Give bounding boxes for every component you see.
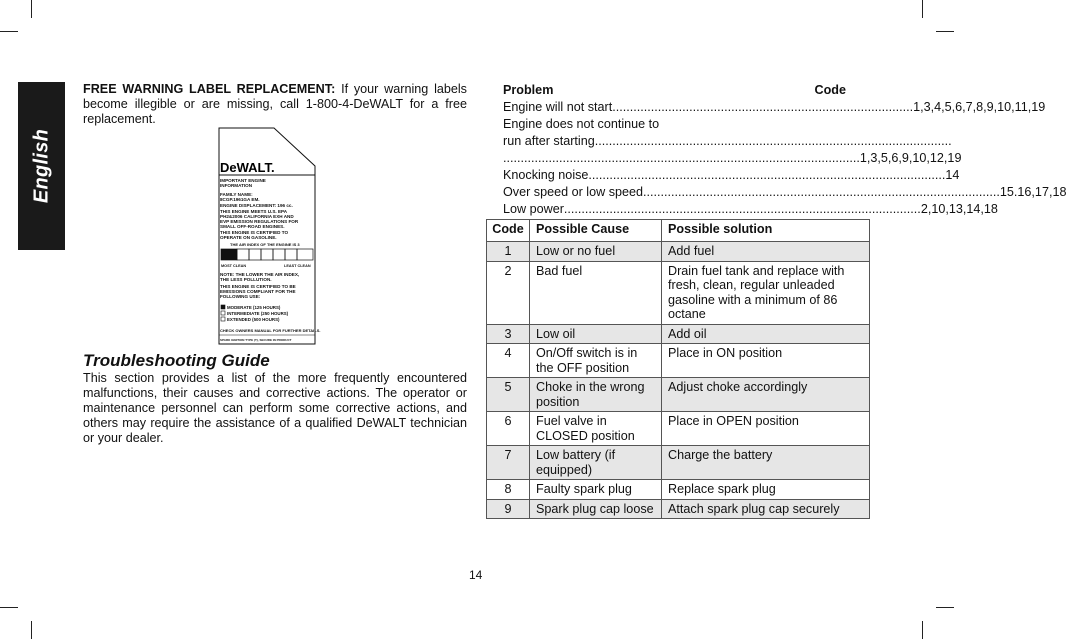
cell-solution: Add fuel — [662, 242, 870, 262]
engine-emissions-label — [216, 126, 321, 346]
troubleshooting-table — [486, 219, 870, 519]
cell-solution: Add oil — [662, 324, 870, 344]
cell-solution: Adjust choke accordingly — [662, 378, 870, 412]
column-header-cause: Possible Cause — [530, 220, 662, 242]
label-option: EXTENDED (500 HOURS) — [227, 317, 280, 322]
cell-solution: Drain fuel tank and replace with fresh, clean, regular unleaded gasoline with a minimum of 86 octane — [662, 261, 870, 324]
label-line: OPERATE ON GASOLINE. — [220, 235, 277, 240]
cell-solution: Attach spark plug cap securely — [662, 499, 870, 519]
label-line: FAMILY NAME: — [220, 192, 253, 197]
cell-cause: Low or no fuel — [530, 242, 662, 262]
cell-cause: Fuel valve in CLOSED position — [530, 412, 662, 446]
label-option: MODERATE (125 HOURS) — [227, 305, 281, 310]
cell-code: 9 — [487, 499, 530, 519]
cell-solution: Place in ON position — [662, 344, 870, 378]
problem-row: Low power ...................................................................................................... 2,10,13,14,18 — [503, 202, 998, 216]
problem-row: ...................................................................................................... 1,3,5,6,9,10,12,19 — [503, 151, 962, 165]
cell-cause: Spark plug cap loose — [530, 499, 662, 519]
table-row — [487, 412, 870, 446]
crop-mark — [936, 607, 954, 608]
crop-mark — [0, 607, 18, 608]
warning-text: If your warning labels become illegible or are missing, call 1-800-4-DeWALT for a free replacement. — [83, 82, 467, 126]
language-tab — [18, 82, 65, 250]
cell-code: 5 — [487, 378, 530, 412]
label-line: ENGINE DISPLACEMENT: 196 cc. — [220, 203, 293, 208]
crop-mark — [0, 31, 18, 32]
table-header-row — [487, 220, 870, 242]
section-title: Troubleshooting Guide — [83, 351, 270, 370]
label-line: INFORMATION — [220, 183, 253, 188]
cell-cause: Low oil — [530, 324, 662, 344]
label-line: IMPORTANT ENGINE — [220, 178, 266, 183]
label-note: FOLLOWING USE: — [220, 294, 261, 299]
label-line: EVP EMISSION REGULATIONS FOR — [220, 219, 299, 224]
label-footer-small: SPARK IGNITION TYPE (T), SECURE IN PRODUCT — [220, 338, 292, 342]
cell-code: 6 — [487, 412, 530, 446]
table-row — [487, 344, 870, 378]
cell-cause: Bad fuel — [530, 261, 662, 324]
problem-list-header — [503, 82, 846, 99]
problem-list — [503, 82, 1066, 218]
cell-code: 2 — [487, 261, 530, 324]
crop-mark — [922, 0, 923, 18]
label-line: SMALL OFF-ROAD ENGINES. — [220, 224, 285, 229]
label-scale-right: LEAST CLEAN — [284, 264, 311, 268]
cell-cause: Choke in the wrong position — [530, 378, 662, 412]
label-brand: DeWALT. — [220, 160, 275, 175]
table-row — [487, 446, 870, 480]
label-note: THE LESS POLLUTION. — [220, 277, 272, 282]
cell-cause: Faulty spark plug — [530, 480, 662, 500]
warning-heading: FREE WARNING LABEL REPLACEMENT: — [83, 82, 336, 96]
cell-cause: Low battery (if equipped) — [530, 446, 662, 480]
table-row — [487, 499, 870, 519]
problem-row: Over speed or low speed ...................................................................................................... 15.16,17,18 — [503, 185, 1066, 199]
crop-mark — [31, 621, 32, 639]
problem-header: Problem — [503, 83, 554, 97]
table-row — [487, 378, 870, 412]
table-row — [487, 480, 870, 500]
code-header: Code — [814, 83, 846, 97]
cell-code: 3 — [487, 324, 530, 344]
label-line: THIS ENGINE MEETS U.S. EPA — [220, 209, 288, 214]
problem-row: Engine will not start ...................................................................................... 1,3,4,5,6,7,8,9,10,11,19 — [503, 100, 1046, 114]
label-line: 8CGP.1961GA EM. — [220, 197, 260, 202]
problem-row: Engine does not continue to — [503, 117, 660, 131]
warning-section — [83, 82, 467, 127]
label-line: THIS ENGINE IS CERTIFIED TO — [220, 230, 289, 235]
cell-code: 4 — [487, 344, 530, 378]
intro-paragraph: This section provides a list of the more frequently encountered malfunctions, their causes and corrective actions. The operator or maintenance personnel can perform some corrective actions, and others may require the assistance of a qualified DeWALT technician or your dealer. — [83, 371, 467, 445]
label-line: THE AIR INDEX OF THE ENGINE IS 3 — [230, 242, 300, 247]
label-line: PH2&2006 CALIFORNIA EXH AND — [220, 214, 294, 219]
table-row — [487, 261, 870, 324]
crop-mark — [936, 31, 954, 32]
cell-code: 1 — [487, 242, 530, 262]
cell-code: 7 — [487, 446, 530, 480]
cell-solution: Replace spark plug — [662, 480, 870, 500]
table-row — [487, 324, 870, 344]
page-number: 14 — [469, 568, 483, 582]
label-note: EMISSIONS COMPLIANT FOR THE — [220, 289, 296, 294]
language-tab-label: English — [30, 128, 52, 204]
cell-code: 8 — [487, 480, 530, 500]
problem-row: run after starting ...................................................................................................... — [503, 134, 952, 148]
crop-mark — [922, 621, 923, 639]
crop-mark — [31, 0, 32, 18]
label-note: NOTE: THE LOWER THE AIR INDEX, — [220, 272, 300, 277]
label-scale-left: MOST CLEAN — [221, 264, 247, 268]
cell-cause: On/Off switch is in the OFF position — [530, 344, 662, 378]
column-header-code: Code — [487, 220, 530, 242]
table-row — [487, 242, 870, 262]
section-intro — [83, 371, 467, 446]
label-note: THIS ENGINE IS CERTIFIED TO BE — [220, 284, 296, 289]
cell-solution: Charge the battery — [662, 446, 870, 480]
label-option: INTERMEDIATE (250 HOURS) — [227, 311, 289, 316]
warning-paragraph — [83, 82, 467, 127]
column-header-solution: Possible solution — [662, 220, 870, 242]
cell-solution: Place in OPEN position — [662, 412, 870, 446]
label-footer: CHECK OWNERS MANUAL FOR FURTHER DETAILS. — [220, 328, 321, 333]
problem-row: Knocking noise ...................................................................................................... 14 — [503, 168, 960, 182]
